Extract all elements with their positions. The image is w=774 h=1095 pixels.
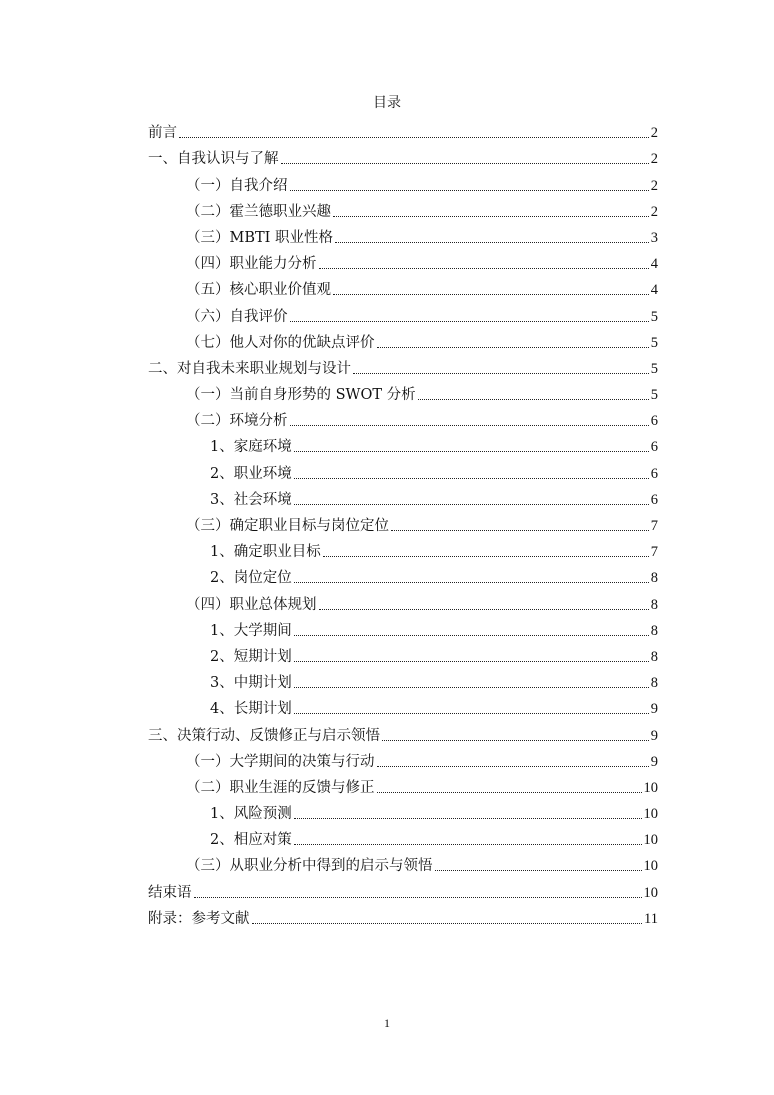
toc-entry-page: 6	[650, 439, 658, 456]
toc-entry-page: 6	[650, 413, 658, 430]
toc-leader-dots	[353, 373, 649, 374]
toc-entry[interactable]	[148, 614, 658, 640]
toc-entry[interactable]	[148, 352, 658, 378]
toc-entry-text: （七）他人对你的优缺点评价	[186, 334, 375, 351]
toc-entry-text: 2、短期计划	[210, 648, 292, 665]
toc-entry-text: 二、对自我未来职业规划与设计	[148, 360, 351, 377]
toc-entry-text: （二）霍兰德职业兴趣	[186, 203, 331, 220]
toc-leader-dots	[418, 399, 649, 400]
toc-entry-page: 5	[650, 387, 658, 404]
toc-entry-text: （三）MBTI 职业性格	[186, 229, 334, 246]
toc-entry-text: 1、确定职业目标	[210, 544, 321, 561]
toc-entry-text: 3、社会环境	[210, 491, 292, 508]
toc-entry[interactable]	[148, 823, 658, 849]
toc-entry[interactable]	[148, 902, 658, 928]
toc-entry[interactable]	[148, 116, 658, 142]
toc-entry-text: （二）环境分析	[186, 413, 288, 430]
toc-leader-dots	[319, 609, 649, 610]
toc-leader-dots	[294, 635, 649, 636]
toc-leader-dots	[294, 478, 649, 479]
toc-entry-page: 4	[650, 282, 658, 299]
toc-entry[interactable]	[148, 483, 658, 509]
toc-entry[interactable]	[148, 535, 658, 561]
toc-entry-page: 5	[650, 360, 658, 377]
toc-entry[interactable]	[148, 640, 658, 666]
toc-entry[interactable]	[148, 718, 658, 744]
toc-entry-page: 8	[650, 648, 658, 665]
toc-entry-page: 2	[650, 177, 658, 194]
toc-entry[interactable]	[148, 430, 658, 456]
toc-entry-text: 2、岗位定位	[210, 570, 292, 587]
toc-leader-dots	[377, 792, 642, 793]
toc-list	[148, 116, 658, 928]
toc-entry-text: （一）当前自身形势的 SWOT 分析	[186, 387, 416, 404]
toc-entry-text: （四）职业总体规划	[186, 596, 317, 613]
toc-entry-page: 8	[650, 675, 658, 692]
toc-entry[interactable]	[148, 299, 658, 325]
toc-entry[interactable]	[148, 273, 658, 299]
toc-entry-page: 6	[650, 465, 658, 482]
toc-leader-dots	[294, 661, 649, 662]
toc-entry-page: 5	[650, 334, 658, 351]
toc-entry-page: 2	[650, 151, 658, 168]
toc-entry-text: 2、职业环境	[210, 465, 292, 482]
toc-entry-page: 2	[650, 125, 658, 142]
toc-entry-page: 5	[650, 308, 658, 325]
toc-leader-dots	[194, 897, 642, 898]
toc-entry[interactable]	[148, 745, 658, 771]
toc-entry-page: 3	[650, 229, 658, 246]
toc-entry-text: 附录：参考文献	[148, 910, 250, 927]
toc-entry-text: （一）自我介绍	[186, 177, 288, 194]
toc-entry-text: 前言	[148, 125, 177, 142]
toc-leader-dots	[333, 216, 649, 217]
toc-leader-dots	[391, 530, 649, 531]
page-number: 1	[384, 1016, 390, 1030]
toc-entry-text: 一、自我认识与了解	[148, 151, 279, 168]
toc-entry-text: 1、风险预测	[210, 806, 292, 823]
toc-entry-text: 三、决策行动、反馈修正与启示领悟	[148, 727, 380, 744]
toc-entry-page: 9	[650, 727, 658, 744]
toc-entry-text: （四）职业能力分析	[186, 256, 317, 273]
toc-leader-dots	[377, 347, 649, 348]
toc-entry-text: （六）自我评价	[186, 308, 288, 325]
toc-entry-page: 10	[643, 779, 658, 796]
toc-entry[interactable]	[148, 509, 658, 535]
toc-leader-dots	[290, 321, 649, 322]
toc-entry[interactable]	[148, 404, 658, 430]
toc-leader-dots	[377, 766, 649, 767]
toc-entry[interactable]	[148, 142, 658, 168]
toc-leader-dots	[294, 504, 649, 505]
toc-leader-dots	[333, 294, 649, 295]
toc-entry[interactable]	[148, 797, 658, 823]
toc-entry-text: （一）大学期间的决策与行动	[186, 753, 375, 770]
toc-entry-page: 8	[650, 596, 658, 613]
toc-leader-dots	[382, 740, 649, 741]
toc-leader-dots	[252, 923, 643, 924]
toc-entry-page: 4	[650, 256, 658, 273]
toc-entry[interactable]	[148, 771, 658, 797]
toc-entry[interactable]	[148, 168, 658, 194]
toc-entry-page: 8	[650, 622, 658, 639]
toc-entry[interactable]	[148, 692, 658, 718]
toc-leader-dots	[290, 425, 649, 426]
toc-entry-page: 10	[643, 832, 658, 849]
toc-entry-page: 10	[643, 884, 658, 901]
toc-leader-dots	[290, 190, 649, 191]
toc-entry[interactable]	[148, 849, 658, 875]
toc-entry[interactable]	[148, 875, 658, 901]
toc-entry-page: 8	[650, 570, 658, 587]
toc-entry-text: 结束语	[148, 884, 192, 901]
toc-entry[interactable]	[148, 195, 658, 221]
toc-entry-text: （二）职业生涯的反馈与修正	[186, 779, 375, 796]
toc-entry-page: 9	[650, 701, 658, 718]
toc-entry-page: 6	[650, 491, 658, 508]
toc-entry[interactable]	[148, 378, 658, 404]
toc-leader-dots	[294, 451, 649, 452]
toc-entry[interactable]	[148, 326, 658, 352]
toc-entry-text: 1、家庭环境	[210, 439, 292, 456]
toc-entry-page: 7	[650, 544, 658, 561]
toc-leader-dots	[294, 582, 649, 583]
toc-leader-dots	[281, 163, 649, 164]
toc-entry[interactable]	[148, 666, 658, 692]
toc-entry-page: 7	[650, 518, 658, 534]
toc-entry[interactable]	[148, 561, 658, 587]
toc-entry-page: 11	[644, 910, 658, 927]
toc-entry[interactable]	[148, 247, 658, 273]
toc-entry-text: （三）确定职业目标与岗位定位	[186, 518, 389, 534]
toc-entry[interactable]	[148, 221, 658, 247]
toc-entry-text: （五）核心职业价值观	[186, 282, 331, 299]
toc-leader-dots	[294, 818, 642, 819]
toc-leader-dots	[294, 844, 642, 845]
toc-leader-dots	[435, 870, 642, 871]
toc-entry-text: 2、相应对策	[210, 832, 292, 849]
toc-entry-page: 9	[650, 753, 658, 770]
toc-leader-dots	[319, 268, 649, 269]
toc-leader-dots	[294, 713, 649, 714]
toc-entry[interactable]	[148, 456, 658, 482]
toc-leader-dots	[335, 242, 649, 243]
toc-entry-page: 10	[643, 806, 658, 823]
toc-leader-dots	[323, 556, 649, 557]
toc-title: 目录	[373, 95, 401, 111]
toc-entry-text: 3、中期计划	[210, 675, 292, 692]
toc-entry[interactable]	[148, 587, 658, 613]
toc-entry-page: 2	[650, 203, 658, 220]
toc-entry-page: 10	[643, 858, 658, 875]
toc-leader-dots	[294, 687, 649, 688]
toc-leader-dots	[179, 137, 649, 138]
toc-entry-text: （三）从职业分析中得到的启示与领悟	[186, 858, 433, 875]
toc-entry-text: 1、大学期间	[210, 622, 292, 639]
toc-entry-text: 4、长期计划	[210, 701, 292, 718]
